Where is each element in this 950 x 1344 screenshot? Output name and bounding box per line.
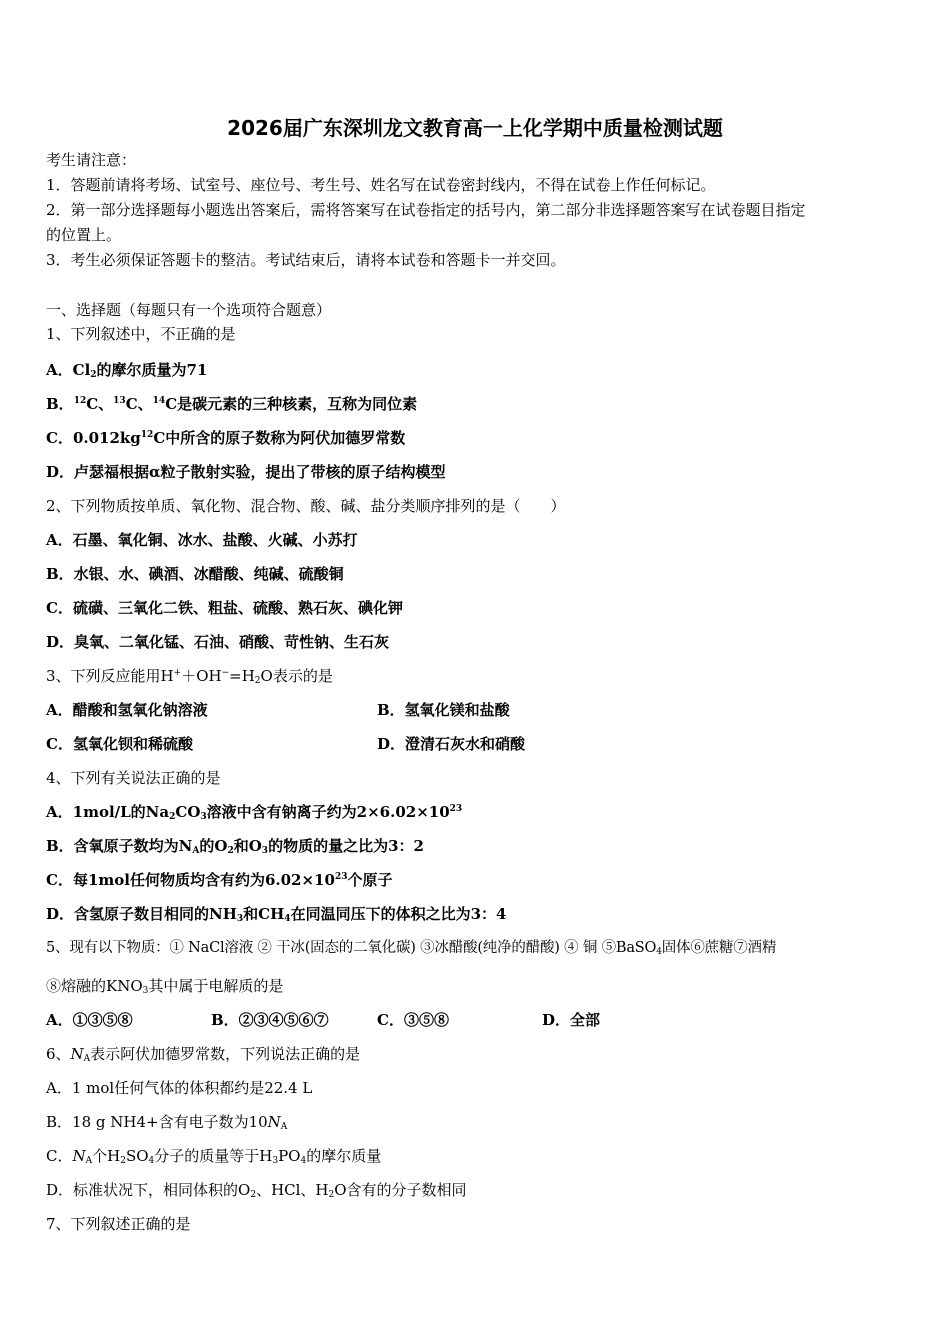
q6-option-a: A．1 mol任何气体的体积都约是22.4 L: [46, 1079, 313, 1097]
q2-option-c: C．硫磺、三氧化二铁、粗盐、硫酸、熟石灰、碘化钾: [46, 599, 403, 617]
notice-item-3: 3．考生必须保证答题卡的整洁。考试结束后，请将本试卷和答题卡一并交回。: [46, 251, 566, 269]
q3-option-b: B．氢氧化镁和盐酸: [377, 701, 510, 719]
q3-option-c: C．氢氧化钡和稀硫酸: [46, 735, 193, 753]
q6-option-c: C．$N_A$个$H_2SO_4$分子的质量等于$H_3PO_4$的摩尔质量: [46, 1147, 382, 1166]
question-3-stem: 3、下列反应能用$H^++OH^-=H_2O$表示的是: [46, 667, 333, 686]
notice-item-2-cont: 的位置上。: [46, 226, 122, 244]
q4-option-c: C．每1mol任何物质均含有约为$6.02\times 10^{23}$个原子: [46, 871, 393, 889]
q2-option-a: A．石墨、氧化铜、冰水、盐酸、火碱、小苏打: [46, 531, 358, 549]
question-5-stem-cont: ⑧熔融的$KNO_3$其中属于电解质的是: [46, 977, 284, 996]
q4-option-a: A．1mol/L的$Na_2CO_3$溶液中含有钠离子约为$2\times 6.02\times 10^{23}$: [46, 803, 463, 822]
question-4-stem: 4、下列有关说法正确的是: [46, 769, 221, 787]
q5-option-c: C．③⑤⑧: [377, 1011, 449, 1029]
question-1-stem: 1、下列叙述中，不正确的是: [46, 325, 236, 343]
q5-option-d: D．全部: [542, 1011, 601, 1029]
q1-option-c: C．$0.012kg^{12}C$中所含的原子数称为阿伏加德罗常数: [46, 429, 406, 447]
question-5-stem: 5、现有以下物质：① NaCl溶液 ② 干冰(固态的二氧化碳) ③冰醋酸(纯净的醋酸) ④ 铜 ⑤BaSO$_4$固体⑥蔗糖⑦酒精: [46, 940, 777, 957]
q6-option-b: B．18 g NH4+含有电子数为$10N_A$: [46, 1113, 288, 1132]
notice-item-2: 2．第一部分选择题每小题选出答案后，需将答案写在试卷指定的括号内，第二部分非选择题答案写在试卷题目指定: [46, 201, 806, 219]
q3-option-d: D．澄清石灰水和硝酸: [377, 735, 526, 753]
q5-option-a: A．①③⑤⑧: [46, 1011, 133, 1029]
q1-option-d: D．卢瑟福根据α粒子散射实验，提出了带核的原子结构模型: [46, 463, 446, 481]
notice-header: 考生请注意：: [46, 151, 137, 169]
question-2-stem: 2、下列物质按单质、氧化物、混合物、酸、碱、盐分类顺序排列的是（ ）: [46, 497, 566, 515]
q2-option-d: D．臭氧、二氧化锰、石油、硝酸、苛性钠、生石灰: [46, 633, 390, 651]
question-7-stem: 7、下列叙述正确的是: [46, 1215, 191, 1233]
section-heading: 一、选择题（每题只有一个选项符合题意）: [46, 301, 332, 319]
q6-option-d: D．标准状况下，相同体积的$O_2$、HCl、$H_2O$含有的分子数相同: [46, 1181, 467, 1200]
q4-option-b: B．含氧原子数均为$N_A$的$O_2$和$O_3$的物质的量之比为3：2: [46, 837, 424, 856]
notice-item-1: 1．答题前请将考场、试室号、座位号、考生号、姓名写在试卷密封线内，不得在试卷上作任何标记。: [46, 176, 716, 194]
q3-option-a: A．醋酸和氢氧化钠溶液: [46, 701, 208, 719]
question-6-stem: 6、$N_A$表示阿伏加德罗常数，下列说法正确的是: [46, 1045, 361, 1064]
q1-option-b: B．$^{12}$C、$^{13}$C、$^{14}$C是碳元素的三种核素，互称为同位素: [46, 395, 418, 413]
q1-option-a: A．$Cl_2$的摩尔质量为71: [46, 361, 208, 380]
q2-option-b: B．水银、水、碘酒、冰醋酸、纯碱、硫酸铜: [46, 565, 344, 583]
q4-option-d: D．含氢原子数目相同的$NH_3$和$CH_4$在同温同压下的体积之比为3：4: [46, 905, 507, 924]
page-title: 2026届广东深圳龙文教育高一上化学期中质量检测试题: [227, 116, 723, 140]
q5-option-b: B．②③④⑤⑥⑦: [211, 1011, 329, 1029]
